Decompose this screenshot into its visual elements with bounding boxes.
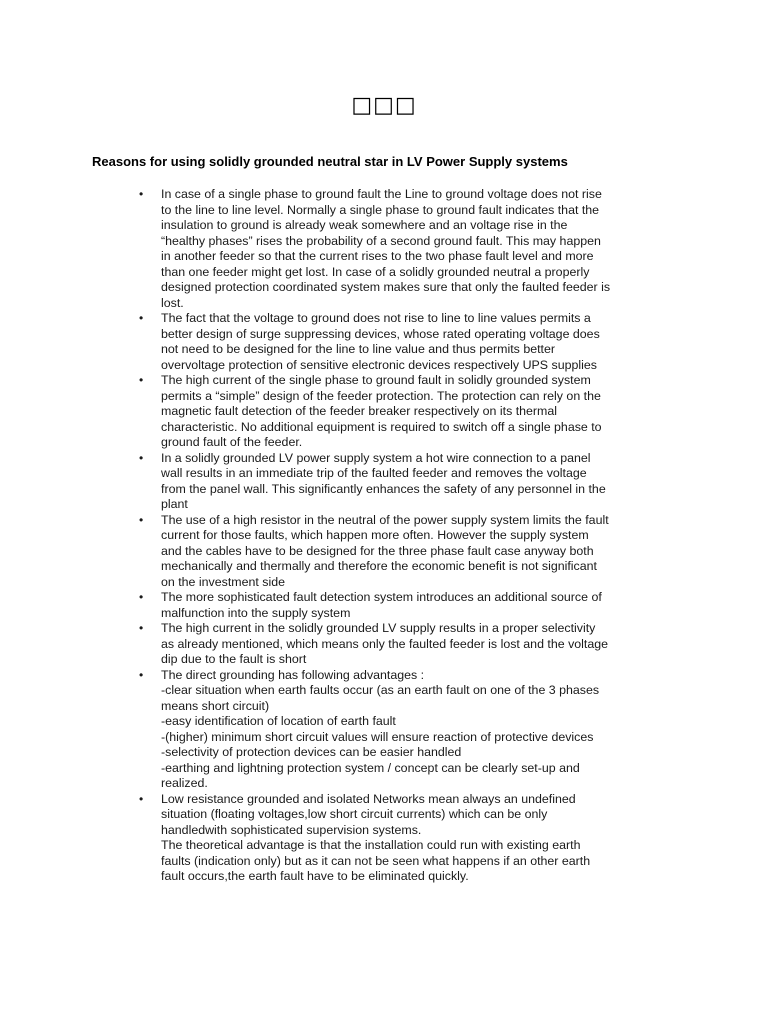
- list-item: [0, 590, 681, 621]
- list-item-line: -clear situation when earth faults occur (as an earth fault on one of the 3 phases: [161, 683, 600, 697]
- list-item-line: The more sophisticated fault detection system introduces an additional source of: [161, 590, 602, 604]
- list-item-line: not need to be designed for the line to line value and thus permits better: [161, 342, 556, 356]
- bullet-marker: •: [139, 590, 144, 604]
- list-item-line: realized.: [161, 776, 208, 790]
- list-item: [0, 187, 681, 311]
- list-item: [0, 373, 681, 451]
- list-item: [0, 311, 681, 373]
- list-item-line: means short circuit): [161, 698, 270, 713]
- document-title-glyphs: □□□: [351, 93, 417, 118]
- list-item-line: -easy identification of location of earth fault: [161, 714, 396, 728]
- list-item-line: The theoretical advantage is that the installation could run with existing earth: [161, 838, 581, 852]
- list-item-line: The high current in the solidly grounded LV supply results in a proper selectivity: [161, 621, 596, 635]
- list-item-line: mechanically and thermally and therefore the economic benefit is not significant: [161, 559, 597, 573]
- list-item-line: -earthing and lightning protection system / concept can be clearly set-up and: [161, 760, 580, 775]
- list-item-line: In case of a single phase to ground fault the Line to ground voltage does not rise: [161, 187, 602, 201]
- bullet-marker: •: [139, 187, 144, 201]
- bullet-marker: •: [139, 311, 144, 325]
- list-item-line: In a solidly grounded LV power supply system a hot wire connection to a panel: [161, 450, 591, 465]
- bullet-marker: •: [139, 512, 144, 527]
- list-item-line: wall results in an immediate trip of the faulted feeder and removes the voltage: [161, 466, 587, 480]
- list-item-line: overvoltage protection of sensitive electronic devices respectively UPS supplies: [161, 357, 597, 372]
- list-item-line: than one feeder might get lost. In case of a solidly grounded neutral a properly: [161, 264, 590, 279]
- list-item-line: dip due to the fault is short: [161, 652, 307, 666]
- list-item: [0, 668, 681, 792]
- list-item-line: ground fault of the feeder.: [161, 435, 303, 449]
- list-item-line: designed protection coordinated system makes sure that only the faulted feeder is: [161, 280, 611, 294]
- list-item-line: on the investment side: [161, 574, 285, 589]
- list-item-line: from the panel wall. This significantly enhances the safety of any personnel in the: [161, 481, 606, 496]
- bullet-marker: •: [139, 621, 144, 635]
- list-item-line: “healthy phases” rises the probability of a second ground fault. This may happen: [161, 233, 601, 248]
- bullet-marker: •: [139, 450, 144, 465]
- list-item-line: lost.: [161, 295, 184, 310]
- list-item-line: The fact that the voltage to ground does not rise to line to line values permits a: [161, 311, 591, 325]
- list-item-line: magnetic fault detection of the feeder breaker respectively on its thermal: [161, 404, 558, 418]
- bullet-marker: •: [139, 667, 144, 682]
- bullet-marker: •: [139, 373, 144, 387]
- bullet-marker: •: [139, 791, 144, 806]
- list-item-line: handledwith sophisticated supervision systems.: [161, 822, 422, 837]
- list-item-line: The high current of the single phase to ground fault in solidly grounded system: [161, 373, 591, 387]
- section-heading: Reasons for using solidly grounded neutral star in LV Power Supply systems: [92, 154, 568, 169]
- list-item-line: characteristic. No additional equipment is required to switch off a single phase to: [161, 419, 602, 434]
- list-item: [0, 621, 681, 668]
- list-item-line: plant: [161, 497, 188, 511]
- list-item-line: The use of a high resistor in the neutral of the power supply system limits the fault: [161, 512, 609, 527]
- list-item-line: permits a “simple” design of the feeder protection. The protection can rely on the: [161, 388, 601, 403]
- list-item-line: and the cables have to be designed for the three phase fault case anyway both: [161, 543, 594, 558]
- list-item-line: as already mentioned, which means only the faulted feeder is lost and the voltage: [161, 636, 609, 651]
- list-item-line: Low resistance grounded and isolated Networks mean always an undefined: [161, 791, 576, 806]
- bullet-list: [0, 187, 768, 885]
- list-item: [0, 451, 681, 513]
- list-item-line: insulation to ground is already weak somewhere and an voltage rise in the: [161, 218, 568, 232]
- list-item: [0, 513, 681, 591]
- list-item-line: current for those faults, which happen more often. However the supply system: [161, 528, 589, 542]
- list-item-line: better design of surge suppressing devices, whose rated operating voltage does: [161, 326, 600, 341]
- list-item: [0, 792, 681, 885]
- list-item-line: situation (floating voltages,low short circuit currents) which can be only: [161, 807, 548, 821]
- list-item-line: malfunction into the supply system: [161, 605, 351, 620]
- list-item-line: fault occurs,the earth fault have to be eliminated quickly.: [161, 869, 469, 883]
- list-item-line: -selectivity of protection devices can be easier handled: [161, 745, 462, 759]
- list-item-line: -(higher) minimum short circuit values will ensure reaction of protective devices: [161, 729, 594, 744]
- list-item-line: faults (indication only) but as it can not be seen what happens if an other earth: [161, 853, 591, 868]
- list-item-line: in another feeder so that the current rises to the two phase fault level and more: [161, 249, 594, 263]
- list-item-line: The direct grounding has following advantages :: [161, 667, 425, 682]
- list-item-line: to the line to line level. Normally a single phase to ground fault indicates that the: [161, 202, 600, 217]
